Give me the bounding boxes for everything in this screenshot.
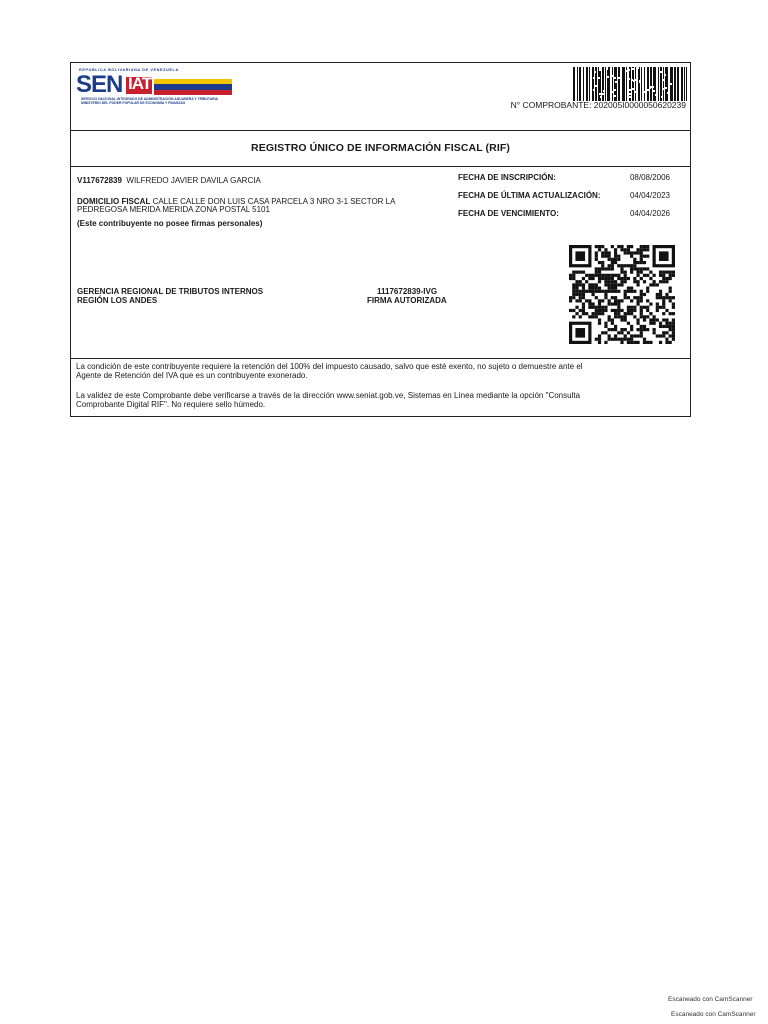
certificate-title-row xyxy=(71,130,690,167)
taxpayer-section xyxy=(71,166,690,359)
authorized-signature: FIRMA AUTORIZADA xyxy=(367,296,447,305)
validity-note-line2: Comprobante Digital RIF". No requiere sello húmedo. xyxy=(76,400,266,409)
logo-name-left: SEN xyxy=(76,71,123,98)
vencimiento-value: 04/04/2026 xyxy=(629,209,670,218)
authorization-code: 1117672839-IVG xyxy=(377,287,438,296)
retention-note xyxy=(76,362,688,380)
validity-note xyxy=(76,391,688,409)
inscripcion-label: FECHA DE INSCRIPCIÓN: xyxy=(458,173,556,182)
scanner-watermark-1: Escaneado con CamScanner xyxy=(668,996,753,1003)
comprobante-number: N° COMPROBANTE: 202005I0000050620239 xyxy=(510,100,686,110)
seniat-logo xyxy=(76,68,236,110)
domicilio-value-line1: CALLE CALLE DON LUIS CASA PARCELA 3 NRO 3-1 SECTOR LA xyxy=(152,197,396,206)
flag-icon xyxy=(154,79,232,95)
logo-name-box-text: IAT xyxy=(128,74,152,93)
retention-note-line2: Agente de Retención del IVA que es un contribuyente exonerado. xyxy=(76,371,308,380)
validity-note-line1: La validez de este Comprobante debe verificarse a través de la dirección www.seniat.gob.ve, Sistemas en Línea mediante la opción "Consulta xyxy=(76,391,581,400)
actualizacion-value: 04/04/2023 xyxy=(629,191,670,200)
logo-subtitle xyxy=(81,97,218,105)
signature-note: (Este contribuyente no posee firmas personales) xyxy=(77,219,263,228)
logo-name-box xyxy=(126,74,152,94)
domicilio-value-line2: PEDREGOSA MERIDA MERIDA ZONA POSTAL 5101 xyxy=(77,205,270,214)
office-line1: GERENCIA REGIONAL DE TRIBUTOS INTERNOS xyxy=(77,287,264,296)
inscripcion-value: 08/08/2006 xyxy=(629,173,670,182)
logo-subtitle-line2: MINISTERIO DEL PODER POPULAR DE ECONOMÍA Y FINANZAS xyxy=(81,101,186,105)
certificate-title: REGISTRO ÚNICO DE INFORMACIÓN FISCAL (RIF) xyxy=(251,142,510,154)
domicilio-label: DOMICILIO FISCAL xyxy=(77,197,151,206)
taxpayer-rif: V117672839 xyxy=(77,176,122,185)
retention-note-line1: La condición de este contribuyente requiere la retención del 100% del impuesto causado, salvo que esté exento, no sujeto o demuestre ante el xyxy=(76,362,583,371)
barcode-icon xyxy=(573,67,687,101)
rif-certificate xyxy=(70,62,691,417)
logo-top-text: REPUBLICA BOLIVARIANA DE VENEZUELA xyxy=(79,68,179,72)
qr-code-icon xyxy=(569,245,675,344)
logo-subtitle-line1: SERVICIO NACIONAL INTEGRADO DE ADMINISTRACIÓN ADUANERA Y TRIBUTARIA xyxy=(81,97,219,101)
taxpayer-id-line xyxy=(77,176,261,185)
footer-notes xyxy=(71,358,690,416)
vencimiento-label: FECHA DE VENCIMIENTO: xyxy=(458,209,559,218)
office-line2: REGIÓN LOS ANDES xyxy=(77,296,158,305)
actualizacion-label: FECHA DE ÚLTIMA ACTUALIZACIÓN: xyxy=(458,191,601,200)
taxpayer-name: WILFREDO JAVIER DAVILA GARCIA xyxy=(126,176,261,185)
scanner-watermark-2: Escaneado con CamScanner xyxy=(671,1011,756,1018)
certificate-header xyxy=(71,63,690,131)
